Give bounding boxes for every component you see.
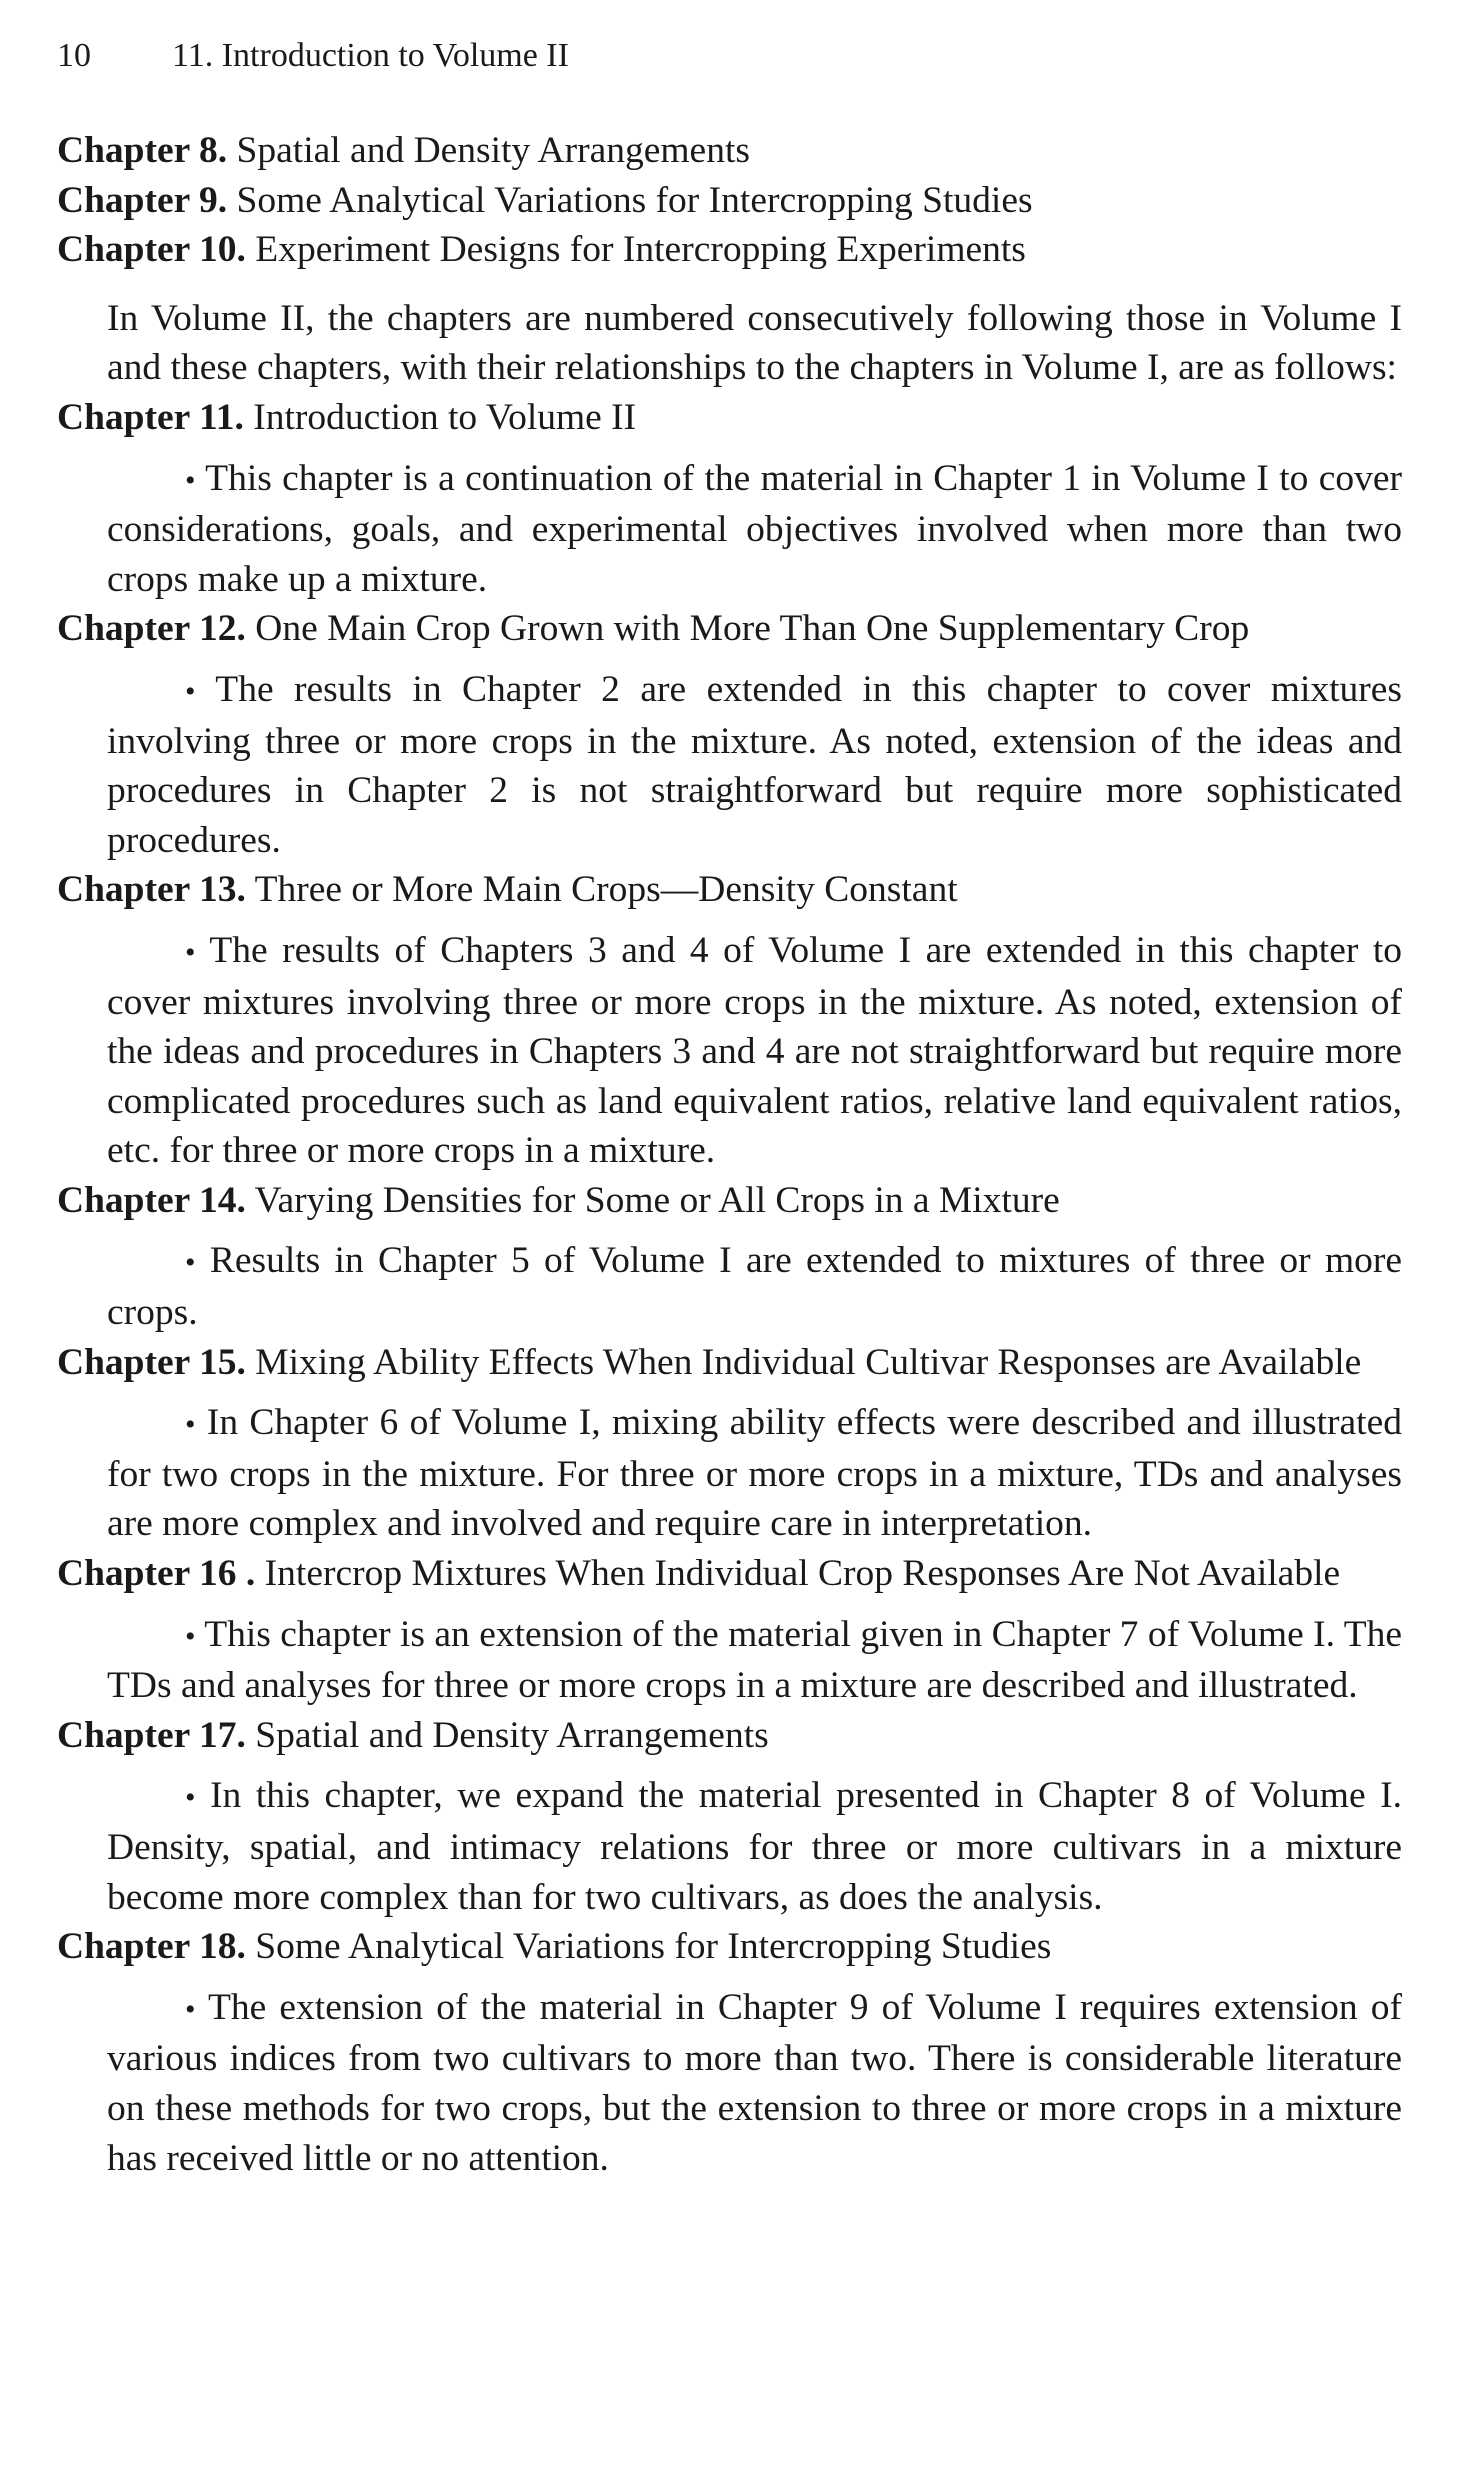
description-text: The extension of the material in Chapter 9 of Volume I requires extension of various indices from two cultivars to more than two. There is considerable literature on these methods for two crops, but the extension to three or more crops in a mixture has received little or no attention.	[107, 1986, 1402, 2179]
description-text: In this chapter, we expand the material presented in Chapter 8 of Volume I. Density, spatial, and intimacy relations for three or more cultivars in a mixture become more complex than for two cultivars, as does the analysis.	[107, 1775, 1403, 1918]
chapter-title: Intercrop Mixtures When Individual Crop Responses Are Not Available	[264, 1553, 1341, 1595]
chapter-title: One Main Crop Grown with More Than One Supplementary Crop	[255, 608, 1250, 650]
description-text: This chapter is an extension of the material given in Chapter 7 of Volume I. The TDs and analyses for three or more crops in a mixture are described and illustrated.	[107, 1613, 1403, 1707]
chapter-title: Experiment Designs for Intercropping Experiments	[255, 229, 1026, 271]
chapter-description	[107, 1983, 1402, 2183]
chapter-label: Chapter 12.	[57, 608, 246, 650]
chapter-description	[107, 1610, 1402, 1711]
chapter-title: Spatial and Density Arrangements	[255, 1714, 769, 1756]
chapter-title: Some Analytical Variations for Intercropping Studies	[255, 1926, 1052, 1968]
chapter-title: Introduction to Volume II	[253, 396, 637, 438]
chapter-label: Chapter 11.	[57, 396, 244, 438]
running-head	[57, 36, 569, 76]
chapter-label: Chapter 10.	[57, 229, 246, 271]
page-number: 10	[57, 37, 91, 74]
bullet-icon: •	[185, 1992, 196, 2026]
intro-paragraph: In Volume II, the chapters are numbered consecutively following those in Volume I and these chapters, with their relationships to the chapters in Volume I, are as follows:	[107, 297, 1402, 389]
chapter-description	[107, 1398, 1402, 1549]
chapter-title: Spatial and Density Arrangements	[236, 130, 750, 171]
chapter-heading	[57, 1549, 1402, 1599]
description-text: This chapter is a continuation of the material in Chapter 1 in Volume I to cover considerations, goals, and experimental objectives involved when more than two crops make up a mixture.	[107, 457, 1403, 600]
bullet-icon: •	[185, 1408, 196, 1442]
chapter-heading	[57, 225, 1402, 275]
chapter-label: Chapter 15.	[57, 1341, 246, 1383]
chapter-description	[107, 1771, 1402, 1922]
chapter-heading	[57, 126, 1402, 176]
chapter-heading	[57, 1338, 1402, 1388]
chapter-heading	[57, 604, 1402, 654]
chapter-heading	[57, 176, 1402, 226]
bullet-icon: •	[185, 1619, 196, 1653]
chapter-description	[107, 454, 1402, 605]
chapter-label: Chapter 8.	[57, 130, 228, 171]
description-text: The results in Chapter 2 are extended in this chapter to cover mixtures involving three or more crops in the mixture. As noted, extension of the ideas and procedures in Chapter 2 is not straightforward but require more sophisticated procedures.	[107, 668, 1403, 861]
chapter-heading	[57, 1711, 1402, 1761]
chapter-heading	[57, 865, 1402, 915]
chapter-heading	[57, 1922, 1402, 1972]
chapter-title: Varying Densities for Some or All Crops in a Mixture	[254, 1179, 1060, 1221]
chapter-title: Three or More Main Crops—Density Constant	[254, 869, 958, 911]
bullet-icon: •	[185, 674, 196, 708]
chapter-label: Chapter 16 .	[57, 1553, 256, 1595]
chapter-label: Chapter 14.	[57, 1179, 246, 1221]
chapter-heading	[57, 1176, 1402, 1226]
bullet-icon: •	[185, 935, 196, 969]
chapter-label: Chapter 17.	[57, 1714, 246, 1756]
description-text: The results of Chapters 3 and 4 of Volume I are extended in this chapter to cover mixtures involving three or more crops in the mixture. As noted, extension of the ideas and procedures in Chapters 3 and 4 are not straightforward but require more complicated procedures such as land equivalent ratios, relative land equivalent ratios, etc. for three or more crops in a mixture.	[107, 929, 1402, 1172]
bullet-icon: •	[185, 1781, 196, 1815]
chapter-heading	[57, 393, 1402, 443]
chapter-description	[107, 1236, 1402, 1337]
chapter-label: Chapter 18.	[57, 1926, 246, 1968]
chapter-label: Chapter 13.	[57, 869, 246, 911]
chapter-description	[107, 665, 1402, 865]
chapter-title: Some Analytical Variations for Intercropping Studies	[236, 179, 1033, 221]
description-text: Results in Chapter 5 of Volume I are extended to mixtures of three or more crops.	[107, 1240, 1402, 1334]
chapter-label: Chapter 9.	[57, 179, 228, 221]
chapter-description	[107, 926, 1402, 1176]
bullet-icon: •	[185, 463, 196, 497]
running-title: 11. Introduction to Volume II	[172, 37, 569, 74]
description-text: In Chapter 6 of Volume I, mixing ability effects were described and illustrated for two crops in the mixture. For three or more crops in a mixture, TDs and analyses are more complex and involved and require care in interpretation.	[107, 1402, 1402, 1545]
page-body	[57, 126, 1402, 2183]
chapter-title: Mixing Ability Effects When Individual Cultivar Responses are Available	[255, 1341, 1362, 1383]
bullet-icon: •	[185, 1246, 196, 1280]
